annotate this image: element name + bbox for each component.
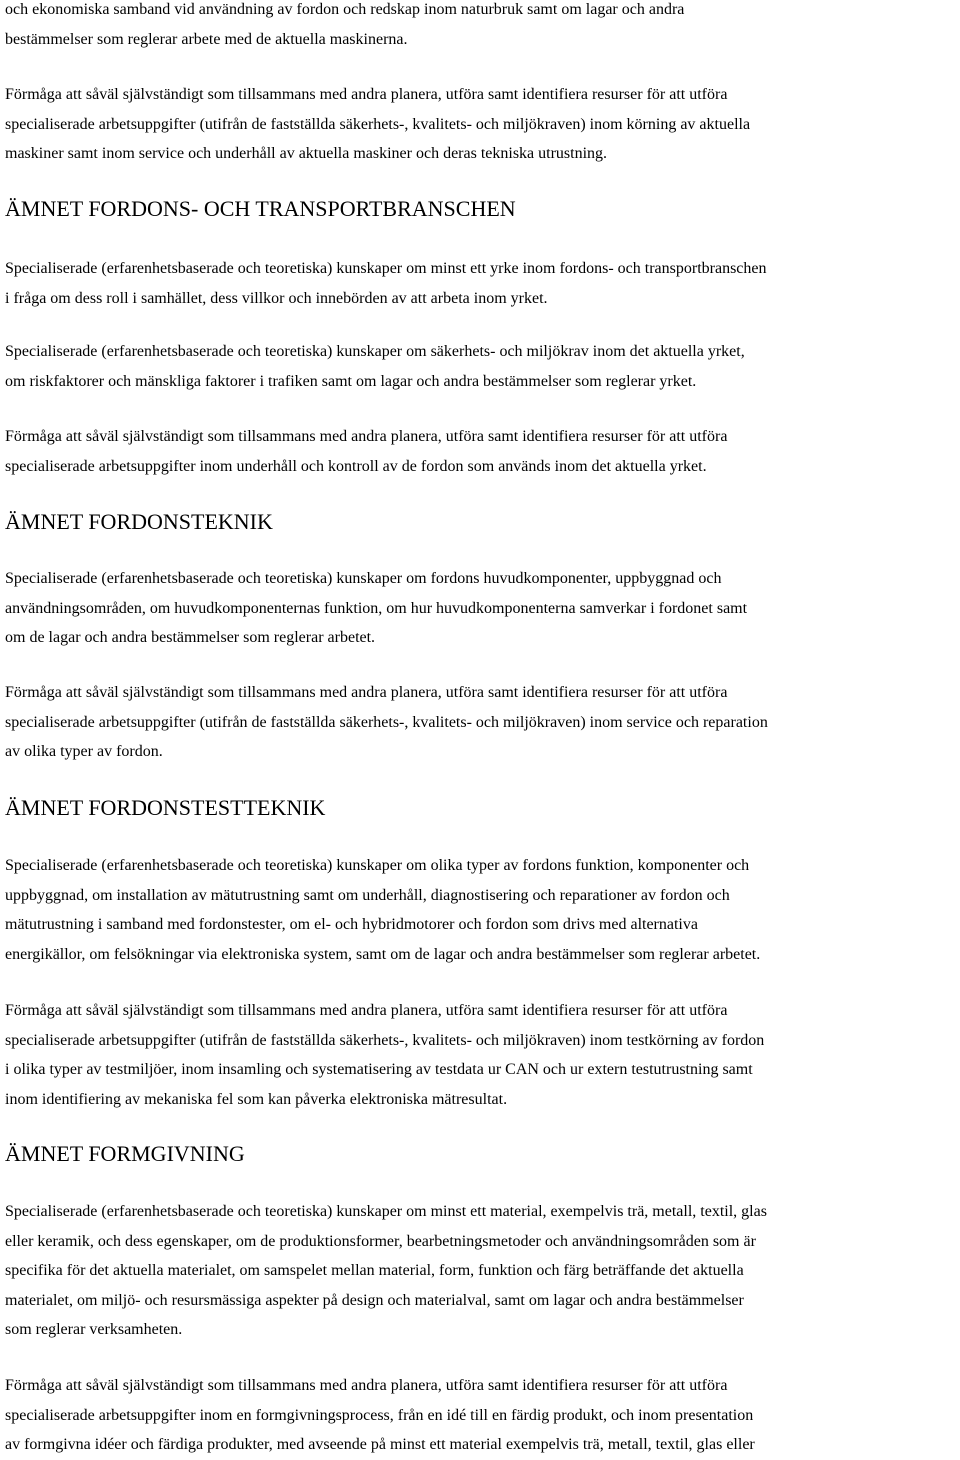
paragraph bbox=[5, 337, 960, 396]
text-line: specialiserade arbetsuppgifter inom en formgivningsprocess, från en idé till en färdig produkt, och inom presentation bbox=[5, 1406, 754, 1424]
paragraph bbox=[5, 254, 960, 313]
text-line: uppbyggnad, om installation av mätutrustning samt om underhåll, diagnostisering och reparationer av fordon och bbox=[5, 886, 730, 904]
text-line: Förmåga att såväl självständigt som tillsammans med andra planera, utföra samt identifiera resurser för att utföra bbox=[5, 86, 728, 103]
text-line: Specialiserade (erfarenhetsbaserade och teoretiska) kunskaper om säkerhets- och miljökrav inom det aktuella yrket, bbox=[5, 343, 745, 360]
text-line: maskiner samt inom service och underhåll av aktuella maskiner och deras tekniska utrustning. bbox=[5, 145, 608, 162]
text-line: bestämmelser som reglerar arbete med de aktuella maskinerna. bbox=[5, 30, 408, 48]
text-line: specifika för det aktuella materialet, om samspelet mellan material, form, funktion och färg beträffande det aktuella bbox=[5, 1262, 744, 1279]
text-line: Förmåga att såväl självständigt som tillsammans med andra planera, utföra samt identifiera resurser för att utföra bbox=[5, 1377, 728, 1394]
text-line: specialiserade arbetsuppgifter inom underhåll och kontroll av de fordon som används inom det aktuella yrket. bbox=[5, 457, 707, 475]
text-line: av formgivna idéer och färdiga produkter, med avseende på minst ett material exempelvis trä, metall, textil, glas eller bbox=[5, 1436, 755, 1453]
text-line: Förmåga att såväl självständigt som tillsammans med andra planera, utföra samt identifiera resurser för att utföra bbox=[5, 684, 728, 701]
text-line: Specialiserade (erfarenhetsbaserade och teoretiska) kunskaper om minst ett yrke inom fordons- och transportbranschen bbox=[5, 260, 767, 277]
paragraph bbox=[5, 1371, 960, 1460]
text-line: om riskfaktorer och mänskliga faktorer i trafiken samt om lagar och andra bestämmelser som reglerar yrket. bbox=[5, 372, 697, 390]
paragraph bbox=[5, 80, 960, 169]
section-heading: ÄMNET FORDONS- OCH TRANSPORTBRANSCHEN bbox=[5, 196, 516, 221]
text-line: mätutrustning i samband med fordonstester, om el- och hybridmotorer och fordon som drivs med alternativa bbox=[5, 916, 698, 933]
section-heading: ÄMNET FORMGIVNING bbox=[5, 1141, 245, 1166]
paragraph bbox=[5, 422, 960, 481]
text-line: eller keramik, och dess egenskaper, om de produktionsformer, bearbetningsmetoder och användningsområden som är bbox=[5, 1232, 756, 1250]
paragraph bbox=[5, 996, 960, 1114]
text-line: i olika typer av testmiljöer, inom insamling och systematisering av testdata ur CAN och ur extern testutrustning samt bbox=[5, 1061, 753, 1078]
text-line: Specialiserade (erfarenhetsbaserade och teoretiska) kunskaper om minst ett material, exempelvis trä, metall, textil, glas bbox=[5, 1203, 767, 1220]
text-line: och ekonomiska samband vid användning av fordon och redskap inom naturbruk samt om lagar och andra bbox=[5, 1, 685, 18]
paragraph bbox=[5, 1197, 960, 1345]
text-line: Specialiserade (erfarenhetsbaserade och teoretiska) kunskaper om fordons huvudkomponenter, uppbyggnad och bbox=[5, 570, 722, 587]
text-line: inom identifiering av mekaniska fel som kan påverka elektroniska mätresultat. bbox=[5, 1090, 508, 1108]
text-line: specialiserade arbetsuppgifter (utifrån de fastställda säkerhets-, kvalitets- och miljökraven) inom testkörning av fordon bbox=[5, 1031, 765, 1049]
text-line: specialiserade arbetsuppgifter (utifrån de fastställda säkerhets-, kvalitets- och miljökraven) inom service och reparation bbox=[5, 713, 768, 731]
text-line: som reglerar verksamheten. bbox=[5, 1321, 183, 1338]
text-line: Specialiserade (erfarenhetsbaserade och teoretiska) kunskaper om olika typer av fordons funktion, komponenter och bbox=[5, 857, 750, 874]
text-line: om de lagar och andra bestämmelser som reglerar arbetet. bbox=[5, 629, 376, 646]
text-line: i fråga om dess roll i samhället, dess villkor och innebörden av att arbeta inom yrket. bbox=[5, 289, 548, 307]
paragraph bbox=[5, 564, 960, 653]
text-line: av olika typer av fordon. bbox=[5, 743, 163, 760]
text-line: specialiserade arbetsuppgifter (utifrån de fastställda säkerhets-, kvalitets- och miljökraven) inom körning av aktuella bbox=[5, 115, 751, 133]
text-line: Förmåga att såväl självständigt som tillsammans med andra planera, utföra samt identifiera resurser för att utföra bbox=[5, 428, 728, 445]
text-line: materialet, om miljö- och resursmässiga aspekter på design och materialval, samt om lagar och andra bestämmelser bbox=[5, 1291, 744, 1309]
text-line: energikällor, om felsökningar via elektroniska system, samt om de lagar och andra bestämmelser som reglerar arbetet. bbox=[5, 945, 761, 963]
paragraph bbox=[5, 0, 960, 54]
text-line: användningsområden, om huvudkomponenternas funktion, om hur huvudkomponenterna samverkar i fordonet samt bbox=[5, 599, 748, 617]
section-heading: ÄMNET FORDONSTESTTEKNIK bbox=[5, 795, 326, 820]
text-line: Förmåga att såväl självständigt som tillsammans med andra planera, utföra samt identifiera resurser för att utföra bbox=[5, 1002, 728, 1019]
paragraph bbox=[5, 851, 960, 969]
section-heading: ÄMNET FORDONSTEKNIK bbox=[5, 509, 273, 534]
paragraph bbox=[5, 678, 960, 767]
